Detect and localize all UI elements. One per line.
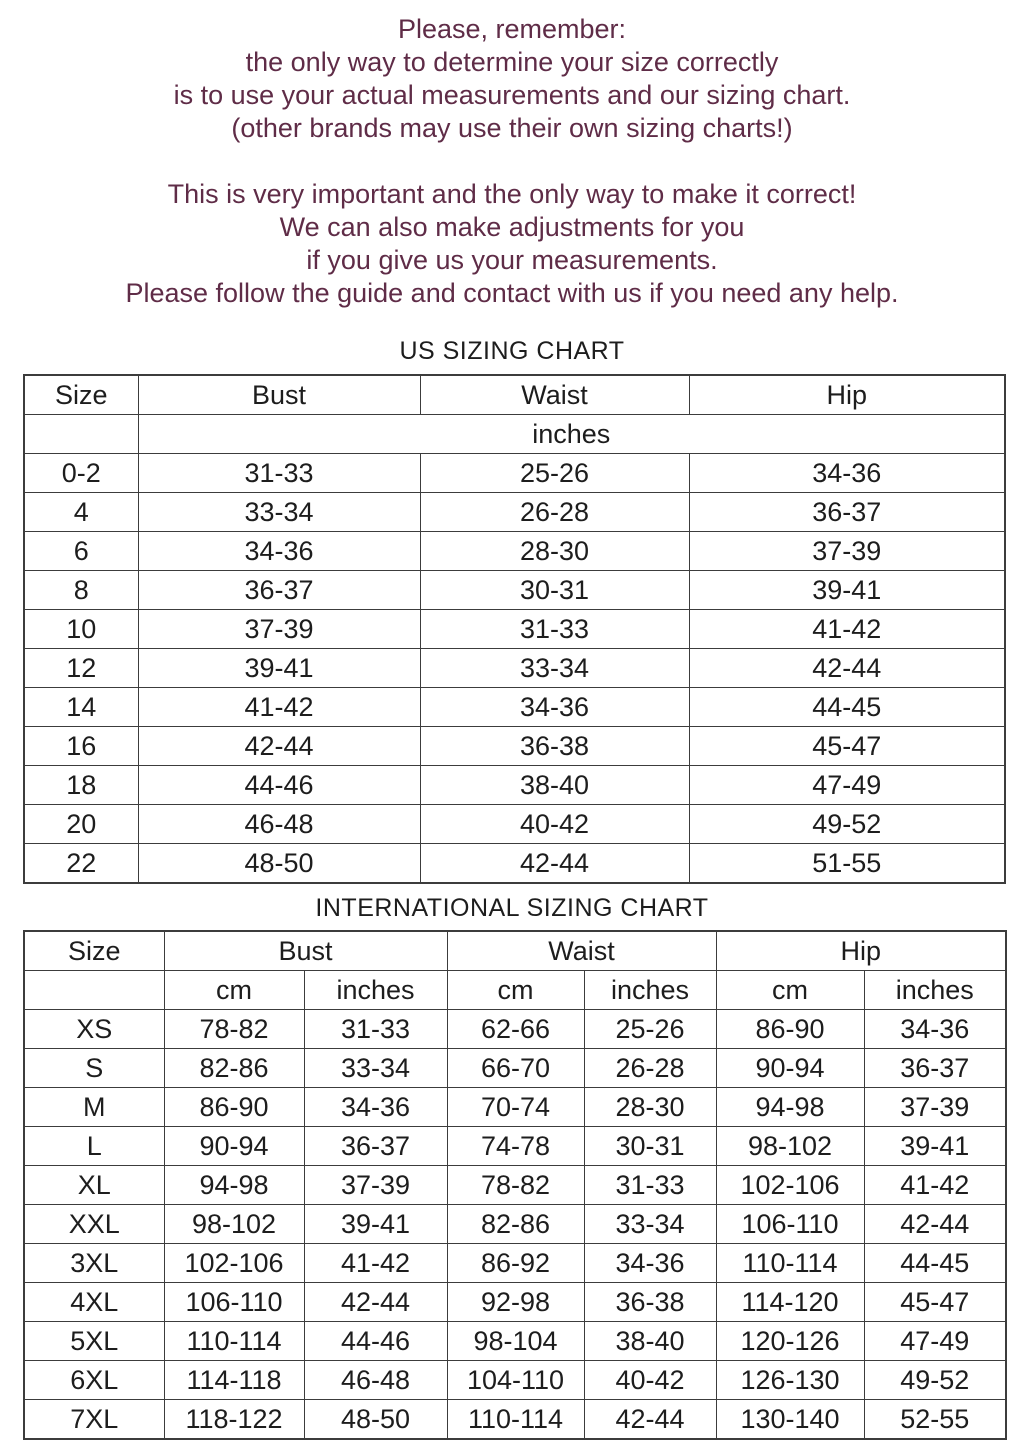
measurement-cell: 26-28: [420, 493, 689, 532]
table-row: [24, 1166, 1006, 1205]
measurement-cell: 74-78: [447, 1127, 584, 1166]
measurement-cell: 42-44: [138, 727, 420, 766]
measurement-cell: 102-106: [164, 1244, 304, 1283]
measurement-cell: 90-94: [716, 1049, 864, 1088]
measurement-cell: 39-41: [864, 1127, 1006, 1166]
measurement-cell: 31-33: [138, 454, 420, 493]
table-row: [24, 649, 1005, 688]
table-row: [24, 1088, 1006, 1127]
measurement-cell: 42-44: [304, 1283, 447, 1322]
table-row: [24, 688, 1005, 727]
measurement-cell: 110-114: [716, 1244, 864, 1283]
size-cell: 12: [24, 649, 138, 688]
intro-line: Please, remember:: [397, 14, 627, 44]
measurement-cell: 39-41: [304, 1205, 447, 1244]
measurement-cell: 104-110: [447, 1361, 584, 1400]
size-cell: 8: [24, 571, 138, 610]
table-row: [24, 1205, 1006, 1244]
measurement-cell: 39-41: [138, 649, 420, 688]
measurement-cell: 25-26: [420, 454, 689, 493]
us-sizing-table: [23, 374, 1006, 884]
measurement-cell: 34-36: [584, 1244, 716, 1283]
intro-paragraph-2: [0, 178, 1024, 310]
size-cell: 0-2: [24, 454, 138, 493]
column-header-bust: Bust: [138, 375, 420, 415]
international-chart-title: INTERNATIONAL SIZING CHART: [315, 894, 709, 922]
measurement-cell: 30-31: [584, 1127, 716, 1166]
measurement-cell: 33-34: [420, 649, 689, 688]
size-cell: 14: [24, 688, 138, 727]
size-cell: S: [24, 1049, 164, 1088]
size-cell: XL: [24, 1166, 164, 1205]
measurement-cell: 106-110: [716, 1205, 864, 1244]
size-cell: M: [24, 1088, 164, 1127]
table-row: [24, 766, 1005, 805]
measurement-cell: 42-44: [584, 1400, 716, 1440]
measurement-cell: 26-28: [584, 1049, 716, 1088]
measurement-cell: 86-92: [447, 1244, 584, 1283]
measurement-cell: 70-74: [447, 1088, 584, 1127]
measurement-cell: 28-30: [420, 532, 689, 571]
measurement-cell: 42-44: [864, 1205, 1006, 1244]
us-header-row: [24, 375, 1005, 415]
measurement-cell: 44-45: [864, 1244, 1006, 1283]
size-cell: XS: [24, 1010, 164, 1049]
measurement-cell: 52-55: [864, 1400, 1006, 1440]
measurement-cell: 82-86: [164, 1049, 304, 1088]
unit-label-hip-cm: cm: [716, 971, 864, 1010]
blank-cell: [24, 971, 164, 1010]
measurement-cell: 38-40: [584, 1322, 716, 1361]
measurement-cell: 40-42: [420, 805, 689, 844]
intl-header-row: [24, 931, 1006, 971]
table-row: [24, 1283, 1006, 1322]
table-row: [24, 532, 1005, 571]
measurement-cell: 34-36: [304, 1088, 447, 1127]
measurement-cell: 25-26: [584, 1010, 716, 1049]
measurement-cell: 49-52: [864, 1361, 1006, 1400]
measurement-cell: 37-39: [304, 1166, 447, 1205]
size-cell: 16: [24, 727, 138, 766]
measurement-cell: 31-33: [304, 1010, 447, 1049]
table-row: [24, 1127, 1006, 1166]
measurement-cell: 34-36: [689, 454, 1005, 493]
measurement-cell: 44-46: [304, 1322, 447, 1361]
intl-table-body: [24, 1010, 1006, 1440]
international-sizing-table: [23, 930, 1007, 1440]
column-header-size: Size: [24, 931, 164, 971]
measurement-cell: 41-42: [138, 688, 420, 727]
measurement-cell: 102-106: [716, 1166, 864, 1205]
column-header-waist: Waist: [420, 375, 689, 415]
page: [0, 13, 1024, 1445]
measurement-cell: 62-66: [447, 1010, 584, 1049]
measurement-cell: 110-114: [164, 1322, 304, 1361]
measurement-cell: 36-37: [689, 493, 1005, 532]
measurement-cell: 42-44: [689, 649, 1005, 688]
measurement-cell: 106-110: [164, 1283, 304, 1322]
table-row: [24, 844, 1005, 884]
measurement-cell: 41-42: [864, 1166, 1006, 1205]
measurement-cell: 118-122: [164, 1400, 304, 1440]
measurement-cell: 33-34: [138, 493, 420, 532]
table-row: [24, 727, 1005, 766]
us-chart-title: US SIZING CHART: [399, 337, 625, 365]
measurement-cell: 36-38: [420, 727, 689, 766]
measurement-cell: 78-82: [164, 1010, 304, 1049]
measurement-cell: 28-30: [584, 1088, 716, 1127]
unit-label-bust-inches: inches: [304, 971, 447, 1010]
column-header-bust: Bust: [164, 931, 447, 971]
measurement-cell: 48-50: [304, 1400, 447, 1440]
measurement-cell: 92-98: [447, 1283, 584, 1322]
measurement-cell: 38-40: [420, 766, 689, 805]
measurement-cell: 36-37: [138, 571, 420, 610]
intro-paragraph-1: [0, 13, 1024, 145]
unit-label-waist-inches: inches: [584, 971, 716, 1010]
size-cell: 3XL: [24, 1244, 164, 1283]
measurement-cell: 37-39: [864, 1088, 1006, 1127]
measurement-cell: 42-44: [420, 844, 689, 884]
measurement-cell: 41-42: [689, 610, 1005, 649]
measurement-cell: 31-33: [584, 1166, 716, 1205]
size-cell: 20: [24, 805, 138, 844]
measurement-cell: 46-48: [138, 805, 420, 844]
measurement-cell: 30-31: [420, 571, 689, 610]
measurement-cell: 66-70: [447, 1049, 584, 1088]
intl-unit-row: [24, 971, 1006, 1010]
measurement-cell: 94-98: [716, 1088, 864, 1127]
intro-line: (other brands may use their own sizing charts!): [231, 113, 793, 143]
unit-label-bust-cm: cm: [164, 971, 304, 1010]
measurement-cell: 48-50: [138, 844, 420, 884]
measurement-cell: 98-102: [164, 1205, 304, 1244]
measurement-cell: 36-38: [584, 1283, 716, 1322]
us-unit-row: [24, 415, 1005, 454]
measurement-cell: 130-140: [716, 1400, 864, 1440]
measurement-cell: 90-94: [164, 1127, 304, 1166]
unit-label-waist-cm: cm: [447, 971, 584, 1010]
measurement-cell: 110-114: [447, 1400, 584, 1440]
blank-cell: [24, 415, 138, 454]
measurement-cell: 94-98: [164, 1166, 304, 1205]
table-row: [24, 1010, 1006, 1049]
measurement-cell: 37-39: [689, 532, 1005, 571]
measurement-cell: 33-34: [304, 1049, 447, 1088]
measurement-cell: 40-42: [584, 1361, 716, 1400]
intro-line: This is very important and the only way to make it correct!: [167, 179, 857, 209]
measurement-cell: 44-45: [689, 688, 1005, 727]
measurement-cell: 45-47: [864, 1283, 1006, 1322]
intro-line: Please follow the guide and contact with us if you need any help.: [125, 278, 899, 308]
size-cell: 22: [24, 844, 138, 884]
unit-label-hip-inches: inches: [864, 971, 1006, 1010]
unit-label: inches: [138, 415, 1005, 454]
column-header-hip: Hip: [716, 931, 1006, 971]
measurement-cell: 114-118: [164, 1361, 304, 1400]
intl-table-head: [24, 931, 1006, 1010]
measurement-cell: 82-86: [447, 1205, 584, 1244]
measurement-cell: 44-46: [138, 766, 420, 805]
measurement-cell: 114-120: [716, 1283, 864, 1322]
column-header-waist: Waist: [447, 931, 716, 971]
size-cell: 4XL: [24, 1283, 164, 1322]
measurement-cell: 36-37: [864, 1049, 1006, 1088]
measurement-cell: 39-41: [689, 571, 1005, 610]
measurement-cell: 47-49: [689, 766, 1005, 805]
us-table-head: [24, 375, 1005, 454]
size-cell: 10: [24, 610, 138, 649]
table-row: [24, 571, 1005, 610]
table-row: [24, 1322, 1006, 1361]
size-cell: XXL: [24, 1205, 164, 1244]
measurement-cell: 98-102: [716, 1127, 864, 1166]
measurement-cell: 31-33: [420, 610, 689, 649]
table-row: [24, 1400, 1006, 1440]
measurement-cell: 34-36: [420, 688, 689, 727]
measurement-cell: 33-34: [584, 1205, 716, 1244]
table-row: [24, 1244, 1006, 1283]
measurement-cell: 51-55: [689, 844, 1005, 884]
intro-note: [0, 13, 1024, 310]
table-row: [24, 454, 1005, 493]
column-header-hip: Hip: [689, 375, 1005, 415]
size-cell: 5XL: [24, 1322, 164, 1361]
measurement-cell: 120-126: [716, 1322, 864, 1361]
table-row: [24, 610, 1005, 649]
measurement-cell: 46-48: [304, 1361, 447, 1400]
measurement-cell: 41-42: [304, 1244, 447, 1283]
size-cell: 6XL: [24, 1361, 164, 1400]
intro-line: if you give us your measurements.: [306, 245, 718, 275]
measurement-cell: 86-90: [716, 1010, 864, 1049]
measurement-cell: 126-130: [716, 1361, 864, 1400]
measurement-cell: 98-104: [447, 1322, 584, 1361]
us-table-body: [24, 454, 1005, 884]
measurement-cell: 49-52: [689, 805, 1005, 844]
measurement-cell: 37-39: [138, 610, 420, 649]
measurement-cell: 34-36: [138, 532, 420, 571]
measurement-cell: 47-49: [864, 1322, 1006, 1361]
size-cell: 18: [24, 766, 138, 805]
table-row: [24, 1049, 1006, 1088]
column-header-size: Size: [24, 375, 138, 415]
table-row: [24, 805, 1005, 844]
size-cell: 6: [24, 532, 138, 571]
measurement-cell: 78-82: [447, 1166, 584, 1205]
intro-line: is to use your actual measurements and our sizing chart.: [173, 80, 851, 110]
measurement-cell: 86-90: [164, 1088, 304, 1127]
table-row: [24, 493, 1005, 532]
size-cell: 4: [24, 493, 138, 532]
measurement-cell: 36-37: [304, 1127, 447, 1166]
table-row: [24, 1361, 1006, 1400]
intro-line: the only way to determine your size correctly: [245, 47, 779, 77]
intro-line: We can also make adjustments for you: [279, 212, 745, 242]
size-cell: L: [24, 1127, 164, 1166]
measurement-cell: 34-36: [864, 1010, 1006, 1049]
measurement-cell: 45-47: [689, 727, 1005, 766]
size-cell: 7XL: [24, 1400, 164, 1440]
